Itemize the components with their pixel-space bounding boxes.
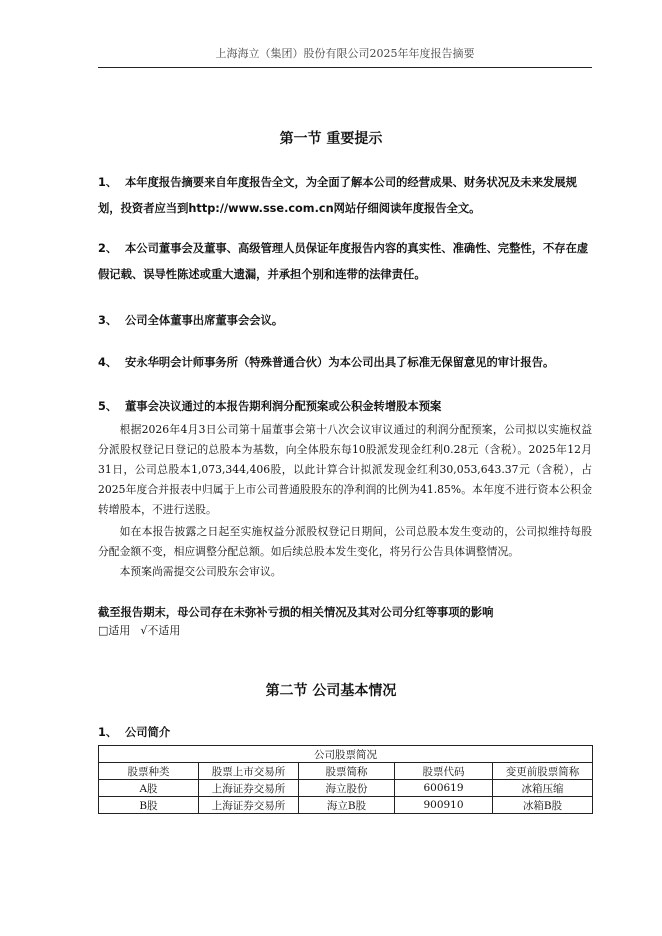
item-number: 5、 — [98, 400, 118, 413]
option-applicable: □适用 — [98, 624, 131, 637]
loss-note-title: 截至报告期末，母公司存在未弥补亏损的相关情况及其对公司分红等事项的影响 — [98, 606, 494, 619]
notice-item-2 — [98, 236, 592, 288]
notice-item-5 — [98, 394, 592, 420]
item-number: 1、 — [98, 176, 118, 189]
table-header-row — [99, 763, 593, 780]
notice-item-4 — [98, 350, 592, 376]
column-header: 股票代码 — [395, 763, 493, 780]
table-caption: 公司股票简况 — [99, 746, 593, 763]
table-cell: A股 — [99, 780, 199, 797]
column-header: 股票上市交易所 — [199, 763, 299, 780]
table-cell: 上海证券交易所 — [199, 797, 299, 814]
stock-info-table — [98, 745, 593, 814]
loss-note-options — [98, 622, 190, 638]
company-profile-heading — [98, 720, 592, 746]
item-text: 安永华明会计师事务所（特殊普通合伙）为本公司出具了标准无保留意见的审计报告。 — [125, 356, 555, 369]
item-number: 2、 — [98, 242, 118, 255]
table-cell: 900910 — [395, 797, 493, 814]
table-row — [99, 797, 593, 814]
section2-title: 第二节 公司基本情况 — [265, 683, 397, 699]
table-caption-row — [99, 746, 593, 763]
option-not-applicable: √不适用 — [140, 624, 181, 637]
column-header: 变更前股票简称 — [493, 763, 593, 780]
section1-title: 第一节 重要提示 — [279, 131, 383, 147]
table-cell: 海立B股 — [299, 797, 395, 814]
item-text: 本公司董事会及董事、高级管理人员保证年度报告内容的真实性、准确性、完整性，不存在虚假记载、误导性陈述或重大遗漏，并承担个别和连带的法律责任。 — [98, 242, 589, 281]
table-row — [99, 780, 593, 797]
notice-item-1 — [98, 170, 592, 222]
notice-item-3 — [98, 308, 592, 334]
table-cell: 上海证券交易所 — [199, 780, 299, 797]
profit-distribution-paragraph: 根据2026年4月3日公司第十届董事会第十八次会议审议通过的利润分配预案，公司拟以实施权益分派股权登记日登记的总股本为基数，向全体股东每10股派发现金红利0.28元（含税）。2025年12月31日，公司总股本1,073,344,406股，以此计算合计拟派发现金红利30,053,643.37元（含税），占2025年度合并报表中归属于上市公司普通股股东的净利润的比例为41.85%。本年度不进行资本公积金转增股本，不进行送股。 — [98, 423, 592, 516]
adjustment-paragraph: 如在本报告披露之日起至实施权益分派股权登记日期间，公司总股本发生变动的，公司拟维持每股分配金额不变，相应调整分配总额。如后续总股本发生变化，将另行公告具体调整情况。 — [98, 525, 592, 558]
table-cell: 海立股份 — [299, 780, 395, 797]
item-text: 公司简介 — [125, 726, 171, 739]
table-cell: 冰箱B股 — [493, 797, 593, 814]
column-header: 股票种类 — [99, 763, 199, 780]
item-text: 本年度报告摘要来自年度报告全文，为全面了解本公司的经营成果、财务状况及未来发展规划，投资者应当到http://www.sse.com.cn网站仔细阅读年度报告全文。 — [98, 176, 577, 215]
table-cell: 冰箱压缩 — [493, 780, 593, 797]
column-header: 股票简称 — [299, 763, 395, 780]
table-cell: 600619 — [395, 780, 493, 797]
item-text: 董事会决议通过的本报告期利润分配预案或公积金转增股本预案 — [125, 400, 442, 413]
item-number: 3、 — [98, 314, 118, 327]
item-text: 公司全体董事出席董事会会议。 — [125, 314, 284, 327]
item-number: 4、 — [98, 356, 118, 369]
item-number: 1、 — [98, 726, 118, 739]
page-header: 上海海立（集团）股份有限公司2025年年度报告摘要 — [98, 45, 592, 68]
approval-paragraph: 本预案尚需提交公司股东会审议。 — [119, 565, 282, 578]
table-cell: B股 — [99, 797, 199, 814]
